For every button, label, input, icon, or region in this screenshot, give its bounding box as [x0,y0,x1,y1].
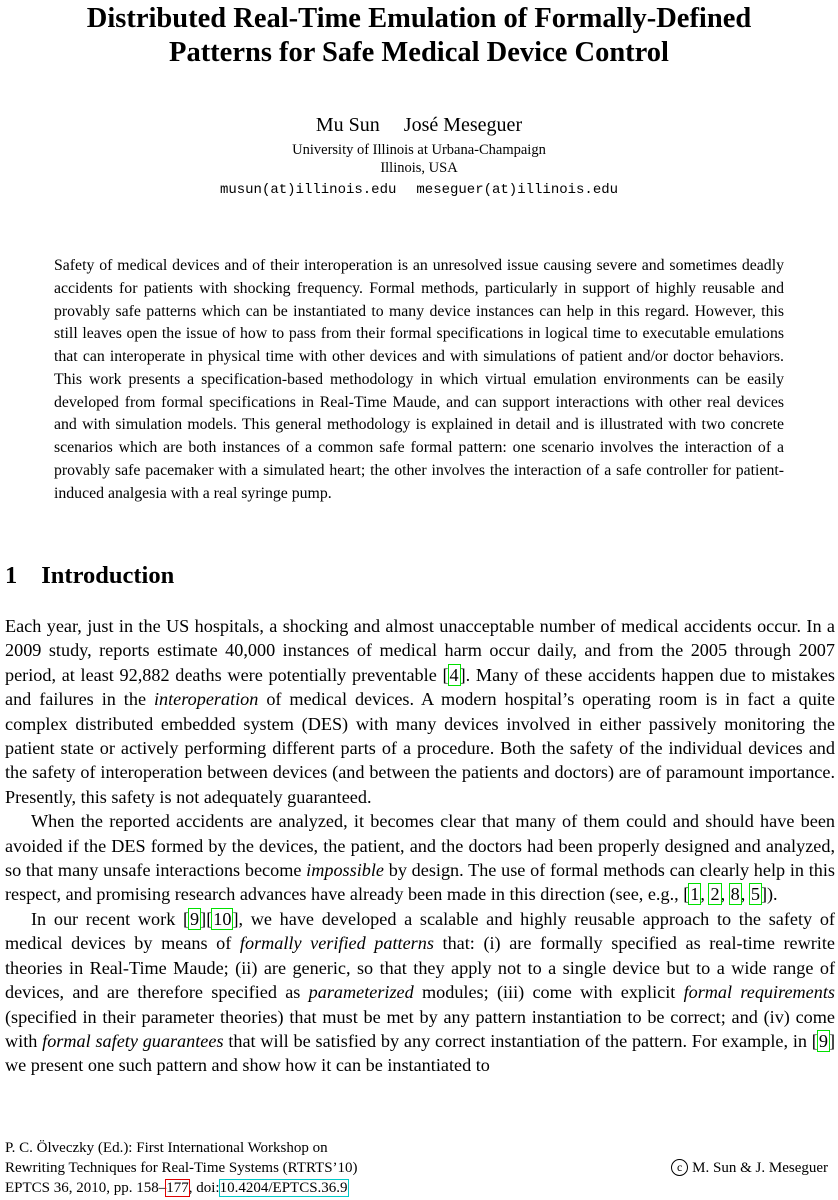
author-2: José Meseguer [403,114,523,136]
footer-copyright [671,1158,828,1178]
abstract: Safety of medical devices and of their interoperation is an unresolved issue causing severe and sometimes deadly accidents for patients with shocking frequency. Formal methods, particularly in support of highly reusable and provably safe patterns which can be instantiated to many device instances can help in this regard. However, this still leaves open the issue of how to pass from their formal specifications in logical time to executable emulations that can interoperate in physical time with other devices and with simulations of patient and/or doctor behaviors. This work presents a specification-based methodology in which virtual emulation environments can be easily developed from formal specifications in Real-Time Maude, and can support interactions with other real devices and with simulation models. This general methodology is explained in detail and is illustrated with two concrete scenarios which are both instances of a common safe formal pattern: one scenario involves the interaction of a provably safe pacemaker with a simulated heart; the other involves the interaction of a safe controller for patient-induced analgesia with a real syringe pump. [54,257,784,502]
text-run: ], we have developed a scalable and highly reusable approach to the safety of medical devices by means of [5,908,835,954]
author-1: Mu Sun [315,114,380,136]
text-run: modules; (iii) come with explicit [413,982,684,1003]
citation-link[interactable]: 2 [710,884,720,905]
text-run: Each year, just in the US hospitals, a shocking and almost unacceptable number of medical accidents occur. In a 2009 study, reports estimate 40,000 instances of medical harm occur daily, and from the 2005 through 2007 period, at least 92,882 deaths were potentially preventable [ [5,616,835,685]
section-heading [5,561,174,591]
text-run: of medical devices. A modern hospital’s operating room is in fact a quite complex distributed embedded system (DES) with many devices involved in either passively monitoring the patient state or actively performing different parts of a procedure. Both the safety of the individual devices and the safety of interoperation between devices (and between the patients and doctors) are of paramount importance. Presently, this safety is not adequately guaranteed. [5,689,835,807]
footer-line-2: Rewriting Techniques for Real-Time Systems (RTRTS’10) [5,1160,358,1176]
text-run: by design. The use of formal methods can clearly help in this respect, and promising research advances have already been made in this direction (see, e.g., [ [5,860,836,905]
emphasis: parameterized [308,982,414,1003]
copyright-icon: c [671,1159,688,1176]
title-line-1: Distributed Real-Time Emulation of Formally-Defined [86,3,752,34]
text-run: In our recent work [ [31,908,190,929]
email-2: meseguer(at)illinois.edu [416,182,619,198]
email-1: musun(at)illinois.edu [219,182,397,198]
emphasis: formal requirements [683,982,835,1003]
doi-link[interactable]: 10.4204/EPTCS.36.9 [219,1180,348,1196]
footer-line-1: P. C. Ölveczky (Ed.): First International Workshop on [5,1140,328,1156]
copyright-holders: M. Sun & J. Meseguer [692,1160,828,1176]
text-run: EPTCS 36, 2010, pp. 158– [5,1180,167,1196]
footer-line-3 [5,1178,358,1198]
page-range-link[interactable]: 177 [166,1180,189,1196]
emphasis: impossible [306,860,384,881]
emphasis: interoperation [153,689,259,710]
author-list [0,113,838,137]
text-run: , doi: [188,1180,220,1196]
citation-link[interactable]: 9 [818,1030,828,1051]
author-emails [0,181,838,199]
emphasis: formal safety guarantees [42,1030,224,1051]
affiliation-line-2: Illinois, USA [380,159,458,176]
citation-link[interactable]: 4 [449,664,459,685]
citation-link[interactable]: 5 [750,884,760,905]
text-run: that will be satisfied by any correct instantiation of the pattern. For example, in [ [223,1030,818,1051]
citation-link[interactable]: 10 [213,908,232,929]
paper-title [0,2,838,70]
affiliation [0,142,838,177]
section-number: 1 [5,562,18,589]
section-title: Introduction [41,562,175,589]
title-line-2: Patterns for Safe Medical Device Control [169,37,669,68]
body-text [5,614,835,1078]
text-run: ] we present one such pattern and show how it can be instantiated to [5,1030,835,1076]
paragraph-2: When the reported accidents are analyzed, it becomes clear that many of them could and should have been avoided if the DES formed by the devices, the patient, and the doctors had been properly designed and analyzed, so that many unsafe interactions become impossible by design. The use of formal methods can clearly help in this respect, and promising research advances have already been made in this direction (see, e.g., [1, 2, 8, 5]). [5,811,836,905]
affiliation-line-1: University of Illinois at Urbana-Champaign [292,142,546,158]
text-run: (specified in their parameter theories) that must be met by any pattern instantiation to be correct; and (iv) come with [5,1006,835,1051]
paragraph-3: In our recent work [9][10], we have developed a scalable and highly reusable approach to the safety of medical devices by means of formally verified patterns that: (i) are formally specified as real-time rewrite theories in Real-Time Maude; (ii) are generic, so that they apply not to a single device but to a wide range of devices, and are therefore specified as parameterized modules; (iii) come with explicit formal requirements (specified in their parameter theories) that must be met by any pattern instantiation to be correct; and (iv) come with formal safety guarantees that will be satisfied by any correct instantiation of the pattern. For example, in [9] we present one such pattern and show how it can be instantiated to [5,908,835,1076]
footer-publication-info [5,1138,358,1198]
citation-link[interactable]: 9 [190,908,200,929]
citation-link[interactable]: 1 [690,884,700,905]
text-run: that: (i) are formally specified as real-time rewrite theories in Real-Time Maude; (ii) are generic, so that they apply not to a single device but to a wide range of devices, and are therefore specified as [5,933,835,1003]
paragraph-1 [5,614,835,809]
text-run: ]. Many of these accidents happen due to mistakes and failures in the [5,664,835,710]
text-run: When the reported accidents are analyzed, it becomes clear that many of them could and should have been avoided if the DES formed by the devices, the patient, and the doctors had been properly designed and analyzed, so that many unsafe interactions become [5,811,835,881]
text-run: ]). [760,884,778,905]
citation-link[interactable]: 8 [730,884,740,905]
emphasis: formally verified patterns [239,933,434,954]
